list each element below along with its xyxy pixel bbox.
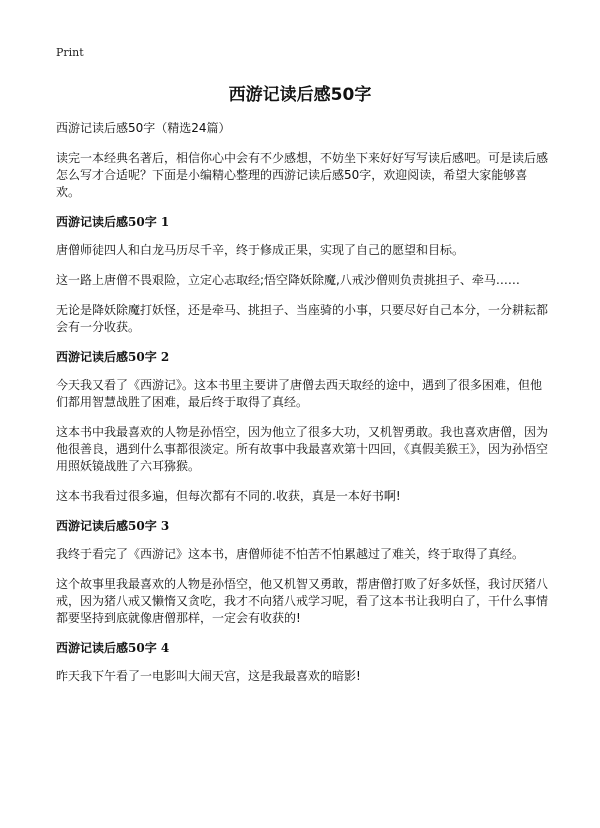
essay-section-3 [56, 518, 548, 627]
section-paragraph: 这本书中我最喜欢的人物是孙悟空，因为他立了很多大功，又机智勇敢。我也喜欢唐僧，因为他很善良，遇到什么事都很淡定。所有故事中我最喜欢第十四回，《真假美猴王》，因为孙悟空用照妖镜战胜了六耳猕猴。 [56, 425, 549, 473]
section-heading: 西游记读后感50字 4 [56, 641, 170, 655]
section-paragraph: 无论是降妖除魔打妖怪，还是牵马、挑担子、当座骑的小事，只要尽好自己本分，一分耕耘都会有一分收获。 [56, 303, 549, 334]
essay-section-1 [56, 214, 548, 336]
section-heading: 西游记读后感50字 1 [56, 215, 170, 229]
section-paragraph: 这本书我看过很多遍，但每次都有不同的.收获，真是一本好书啊! [56, 489, 401, 503]
section-paragraph: 我终于看完了《西游记》这本书，唐僧师徒不怕苦不怕累越过了难关，终于取得了真经。 [56, 547, 525, 561]
section-heading: 西游记读后感50字 3 [56, 519, 170, 533]
essay-section-2 [56, 349, 548, 505]
intro-paragraph: 读完一本经典名著后，相信你心中会有不少感想，不妨坐下来好好写写读后感吧。可是读后感怎么写才合适呢？下面是小编精心整理的西游记读后感50字，欢迎阅读，希望大家能够喜欢。 [56, 151, 549, 199]
article-body [56, 120, 548, 698]
essay-section-4 [56, 640, 548, 685]
print-link[interactable]: Print [56, 46, 84, 59]
section-paragraph: 昨天我下午看了一电影叫大闹天宫，这是我最喜欢的暗影! [56, 669, 361, 683]
section-paragraph: 这一路上唐僧不畏艰险，立定心志取经;悟空降妖除魔,八戒沙僧则负责挑担子、牵马…… [56, 273, 520, 287]
section-heading: 西游记读后感50字 2 [56, 350, 170, 364]
section-paragraph: 今天我又看了《西游记》。这本书里主要讲了唐僧去西天取经的途中，遇到了很多困难，但他们都用智慧战胜了困难，最后终于取得了真经。 [56, 378, 543, 409]
section-paragraph: 这个故事里我最喜欢的人物是孙悟空，他又机智又勇敢，帮唐僧打败了好多妖怪，我讨厌猪八戒，因为猪八戒又懒惰又贪吃，我才不向猪八戒学习呢，看了这本书让我明白了，干什么事情都要坚持到底就像唐僧那样，一定会有收获的! [56, 577, 549, 625]
section-paragraph: 唐僧师徒四人和白龙马历尽千辛，终于修成正果，实现了自己的愿望和目标。 [56, 243, 465, 257]
page-title: 西游记读后感50字 [228, 85, 372, 105]
article-subtitle: 西游记读后感50字（精选24篇） [56, 121, 231, 135]
